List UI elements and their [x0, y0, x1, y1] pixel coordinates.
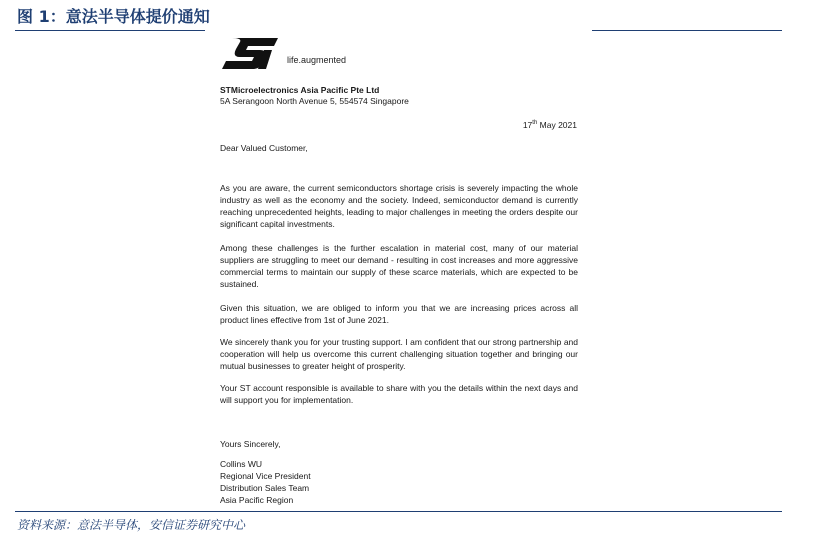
- company-name: STMicroelectronics Asia Pacific Pte Ltd: [220, 85, 380, 95]
- signer-title: Regional Vice President: [220, 471, 311, 481]
- paragraph-5: Your ST account responsible is available to share with you the details within the next days and will support you for implementation.: [220, 383, 578, 405]
- header-rule-left: [15, 30, 205, 31]
- letter-image: [205, 30, 591, 505]
- source-note: 资料来源：意法半导体，安信证券研究中心: [17, 518, 246, 532]
- logo-tagline: life.augmented: [287, 55, 347, 65]
- footer-rule: [15, 511, 782, 512]
- paragraph-4: We sincerely thank you for your trusting support. I am confident that our strong partnership and cooperation will help us overcome this current challenging situation together and bringing our mutual businesses to greater height of prosperity.: [220, 337, 578, 371]
- header-rule-right: [592, 30, 782, 31]
- signer-region: Asia Pacific Region: [220, 495, 294, 505]
- signer-name: Collins WU: [220, 459, 263, 469]
- closing: Yours Sincerely,: [220, 439, 281, 449]
- signer-team: Distribution Sales Team: [220, 483, 310, 493]
- paragraph-3: Given this situation, we are obliged to inform you that we are increasing prices across all product lines effective from 1st of June 2021.: [220, 303, 578, 325]
- company-address: 5A Serangoon North Avenue 5, 554574 Singapore: [220, 96, 409, 106]
- figure-title: 图 1：意法半导体提价通知: [17, 7, 210, 26]
- paragraph-2: Among these challenges is the further escalation in material cost, many of our material suppliers are struggling to meet our demand - resulting in cost increases and more aggressive commercial terms to maintain our supply of these scarce materials, which are expected to be sustained.: [220, 243, 578, 289]
- st-logo-icon: [220, 36, 280, 70]
- greeting: Dear Valued Customer,: [220, 143, 308, 153]
- letter-date: 17th May 2021: [522, 120, 577, 130]
- paragraph-1: As you are aware, the current semiconductors shortage crisis is severely impacting the whole industry as well as the economy and the society. Indeed, semiconductor demand is currently reaching unprecedented heights, leading to major challenges in meeting the orders despite our significant capital investments.: [220, 183, 578, 229]
